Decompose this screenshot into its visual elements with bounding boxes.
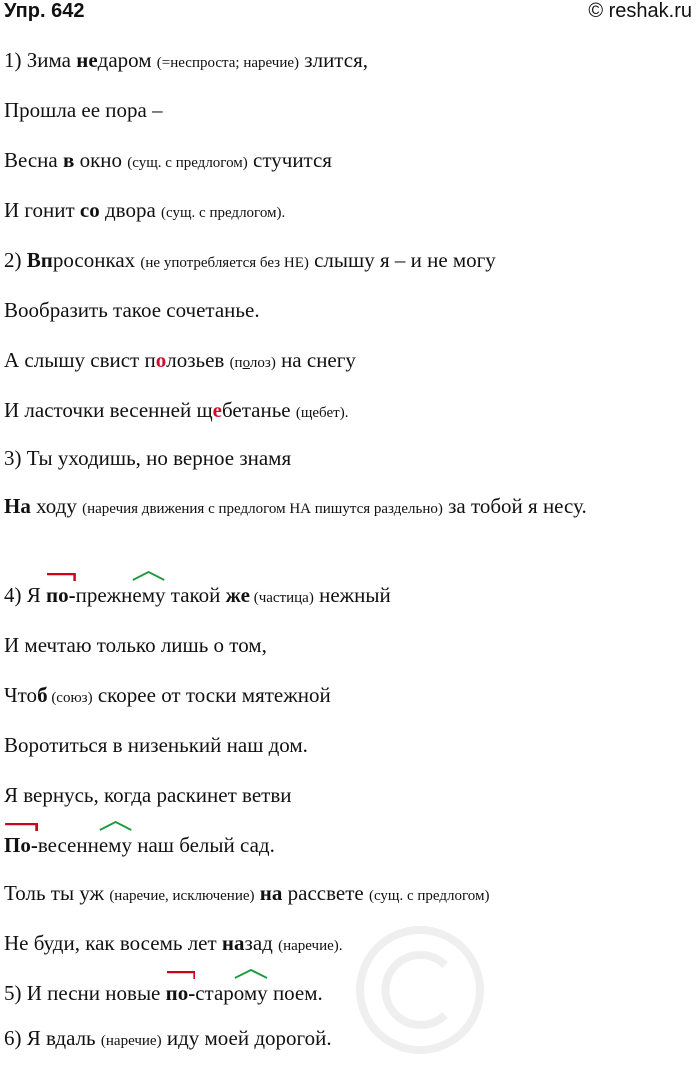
line-10: На ходу (наречия движения с предлогом НА пишутся раздельно) за тобой я несу. [4, 494, 587, 518]
line-13: Чтоб (союз) скорее от тоски мятежной [4, 683, 331, 707]
suffix-arc-icon [132, 571, 165, 581]
suffix-arc-icon [99, 821, 132, 831]
prefix-bracket-icon [166, 971, 196, 979]
line-3: Весна в окно (сущ. с предлогом) стучится [4, 148, 332, 172]
line-9: 3) Ты уходишь, но верное знамя [4, 446, 292, 470]
line-16: По-весенн ему наш белый сад. [4, 832, 275, 858]
line-6: Вообразить такое сочетанье. [4, 298, 260, 322]
watermark-logo-icon [340, 840, 580, 1080]
prefix-marked: по- [166, 980, 196, 1006]
prefix-bracket-icon [4, 823, 38, 831]
line-12: И мечтаю только лишь о том, [4, 633, 267, 657]
suffix-marked: ому [234, 980, 268, 1006]
line-11: 4) Я по-прежн ему такой же (частица) нежный [4, 582, 391, 611]
line-5: 2) Впросонках (не употребляется без НЕ) слышу я – и не могу [4, 248, 496, 272]
suffix-marked: ему [99, 832, 132, 858]
prefix-bracket-icon [46, 573, 76, 581]
line-19: 5) И песни новые по-стар ому поем. [4, 980, 323, 1006]
line-8: И ласточки весенней щебетанье (щебет). [4, 398, 349, 422]
line-14: Воротиться в низенький наш дом. [4, 733, 308, 757]
source-credit: © reshak.ru [588, 0, 692, 22]
prefix-marked: по- [46, 582, 76, 608]
prefix-marked: По- [4, 832, 38, 858]
suffix-arc-icon [234, 969, 268, 979]
line-7: А слышу свист полозьев (полоз) на снегу [4, 348, 356, 372]
page-header [0, 0, 700, 26]
line-15: Я вернусь, когда раскинет ветви [4, 783, 292, 807]
line-20: 6) Я вдаль (наречие) иду моей дорогой. [4, 1026, 332, 1050]
line-2: Прошла ее пора – [4, 98, 163, 122]
line-4: И гонит со двора (сущ. с предлогом). [4, 198, 286, 222]
exercise-title: Упр. 642 [4, 0, 85, 22]
suffix-marked: ему [132, 582, 165, 608]
line-1: 1) Зима недаром (=неспроста; наречие) злится, [4, 48, 368, 72]
line-17: Толь ты уж (наречие, исключение) на рассвете (сущ. с предлогом) [4, 881, 490, 905]
line-18: Не буди, как восемь лет назад (наречие). [4, 931, 343, 955]
